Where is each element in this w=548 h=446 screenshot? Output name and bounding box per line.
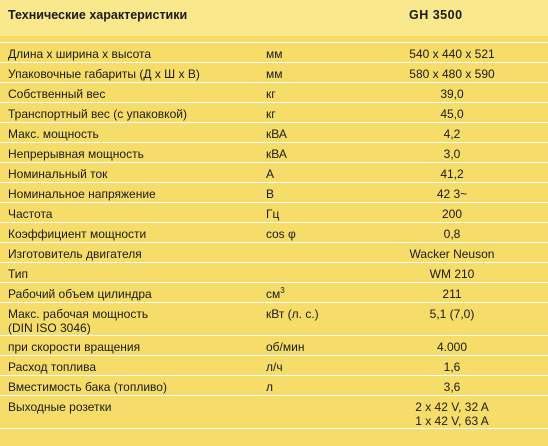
spec-name-text: Изготовитель двигателя: [8, 247, 142, 261]
spec-row: [0, 183, 548, 203]
spec-row: [0, 143, 548, 163]
spec-name: [8, 340, 258, 354]
spec-value-text: Wacker Neuson: [409, 247, 495, 261]
spec-name: [8, 127, 258, 141]
spec-name-text: Номинальный ток: [8, 167, 108, 181]
spec-value: [380, 380, 524, 394]
spec-value: [380, 147, 524, 161]
spec-value-text-line2: 1 x 42 V, 63 A: [415, 414, 489, 428]
spec-name: [8, 147, 258, 161]
table-title: Технические характеристики: [8, 8, 188, 22]
spec-value: [380, 340, 524, 354]
spec-row: [0, 103, 548, 123]
spec-value: [380, 267, 524, 281]
spec-name-text: Выходные розетки: [8, 400, 112, 414]
spec-unit: В: [266, 187, 275, 201]
spec-value-text: 5,1 (7,0): [429, 307, 475, 321]
spec-unit: кг: [266, 107, 276, 121]
spec-value: [380, 307, 524, 321]
spec-unit: А: [266, 167, 275, 181]
spec-name-text: Расход топлива: [8, 360, 97, 374]
spec-name: [8, 360, 258, 374]
spec-name: [8, 267, 258, 281]
spec-value-text: 42 3~: [436, 187, 468, 201]
spec-value: [380, 400, 524, 428]
spec-name: [8, 207, 258, 221]
model-name: GH 3500: [409, 8, 463, 22]
spec-name: [8, 67, 258, 81]
spec-unit: об/мин: [266, 340, 305, 354]
spec-row: [0, 396, 548, 429]
spec-value: [380, 127, 524, 141]
table-header: [0, 0, 548, 36]
spec-value: [380, 227, 524, 241]
spec-value: [380, 187, 524, 201]
spec-value: [380, 47, 524, 61]
spec-row: [0, 376, 548, 396]
spec-value-text: 39,0: [440, 87, 464, 101]
spec-unit: мм: [266, 67, 283, 81]
spec-value: [380, 107, 524, 121]
spec-name-text: Непрерывная мощность: [8, 147, 144, 161]
spec-name-text: Вместимость бака (топливо): [8, 380, 167, 394]
spec-name: [8, 107, 258, 121]
spec-value-text: WM 210: [429, 267, 475, 281]
spec-name-text: при скорости вращения: [8, 340, 141, 354]
spec-value-text: 41,2: [440, 167, 464, 181]
spec-row: [0, 203, 548, 223]
spec-row: [0, 123, 548, 143]
spec-row: [0, 263, 548, 283]
spec-table: [0, 42, 548, 429]
spec-name-text: Макс. мощность: [8, 127, 99, 141]
spec-unit: л: [266, 380, 274, 394]
spec-row: [0, 336, 548, 356]
spec-name: [8, 400, 258, 414]
spec-name-text: Макс. рабочая мощность: [8, 307, 149, 321]
spec-name: [8, 307, 258, 335]
spec-value-text: 211: [442, 287, 462, 301]
spec-value-text: 45,0: [440, 107, 464, 121]
spec-row: [0, 83, 548, 103]
spec-row: [0, 243, 548, 263]
spec-name-text: Тип: [8, 267, 29, 281]
spec-value: [380, 87, 524, 101]
spec-name: [8, 87, 258, 101]
spec-unit: $см^3$: [266, 286, 285, 301]
spec-unit: Гц: [266, 207, 280, 221]
spec-unit: мм: [266, 47, 283, 61]
spec-row: [0, 63, 548, 83]
spec-name: [8, 247, 258, 261]
spec-value-text: 3,6: [443, 380, 461, 394]
spec-unit: л/ч: [266, 360, 283, 374]
spec-unit: кВА: [266, 127, 287, 141]
spec-value-text: 0,8: [443, 227, 461, 241]
spec-unit: кВт (л. с.): [266, 307, 319, 321]
spec-value: [380, 247, 524, 261]
spec-row: [0, 303, 548, 336]
spec-value-text: 580 x 480 x 590: [409, 67, 495, 81]
spec-value-text: 540 x 440 x 521: [409, 47, 495, 61]
spec-name-text: Рабочий объем цилиндра: [8, 287, 152, 301]
spec-unit: кВА: [266, 147, 287, 161]
spec-name-text: Длина x ширина x высота: [8, 47, 152, 61]
spec-name: [8, 167, 258, 181]
spec-value: [380, 167, 524, 181]
spec-name: [8, 380, 258, 394]
spec-row: [0, 42, 548, 63]
spec-row: [0, 356, 548, 376]
spec-value-text: 4.000: [436, 340, 468, 354]
spec-name: [8, 227, 258, 241]
spec-name-text: Упаковочные габариты (Д x Ш x В): [8, 67, 200, 81]
spec-value: [380, 360, 524, 374]
spec-row: [0, 163, 548, 183]
spec-name-text: Коэффициент мощности: [8, 227, 147, 241]
spec-name-text-line2: (DIN ISO 3046): [8, 321, 91, 335]
spec-value-text: 200: [441, 207, 463, 221]
spec-row: [0, 223, 548, 243]
spec-name: [8, 187, 258, 201]
spec-value: [380, 67, 524, 81]
spec-unit-superscript: 3: [280, 286, 285, 295]
spec-name-text: Транспортный вес (с упаковкой): [8, 107, 187, 121]
spec-unit: кг: [266, 87, 276, 101]
spec-value: [380, 287, 524, 301]
spec-name-text: Частота: [8, 207, 53, 221]
spec-name: [8, 47, 258, 61]
spec-row: [0, 283, 548, 303]
spec-unit: cos φ: [266, 227, 296, 241]
spec-value-text: 1,6: [443, 360, 461, 374]
spec-value-text: 2 x 42 V, 32 A: [415, 400, 489, 414]
spec-name-text: Собственный вес: [8, 87, 106, 101]
spec-value-text: 4,2: [443, 127, 461, 141]
spec-value: [380, 207, 524, 221]
spec-name: [8, 287, 258, 301]
spec-value-text: 3,0: [443, 147, 461, 161]
spec-name-text: Номинальное напряжение: [8, 187, 156, 201]
